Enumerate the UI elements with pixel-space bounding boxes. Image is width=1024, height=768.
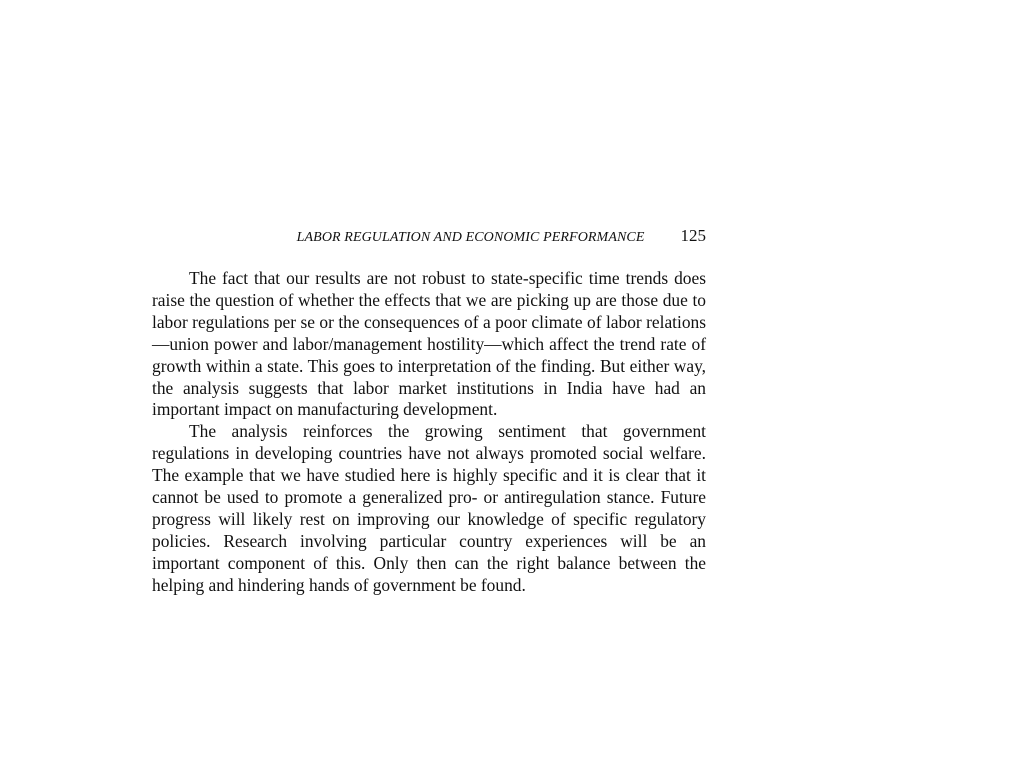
- body-text: [152, 268, 706, 597]
- running-title: LABOR REGULATION AND ECONOMIC PERFORMANCE: [296, 230, 645, 245]
- book-page: [152, 226, 706, 597]
- page-number: 125: [680, 226, 706, 245]
- running-head: [152, 226, 706, 254]
- paragraph-1: The fact that our results are not robust to state-specific time trends does raise the question of whether the effects that we are picking up are those due to labor regulations per se or the consequences of a poor climate of labor relations—union power and labor/management hostility—which affect the trend rate of growth within a state. This goes to interpretation of the finding. But either way, the analysis suggests that labor market institutions in India have had an important impact on manufacturing development.: [152, 268, 706, 420]
- paragraph-2: The analysis reinforces the growing sentiment that government regulations in developing countries have not always promoted social welfare. The example that we have studied here is highly specific and it is clear that it cannot be used to promote a generalized pro- or antiregulation stance. Future progress will likely rest on improving our knowledge of specific regulatory policies. Research involving particular country experiences will be an important component of this. Only then can the right balance between the helping and hindering hands of government be found.: [152, 421, 706, 595]
